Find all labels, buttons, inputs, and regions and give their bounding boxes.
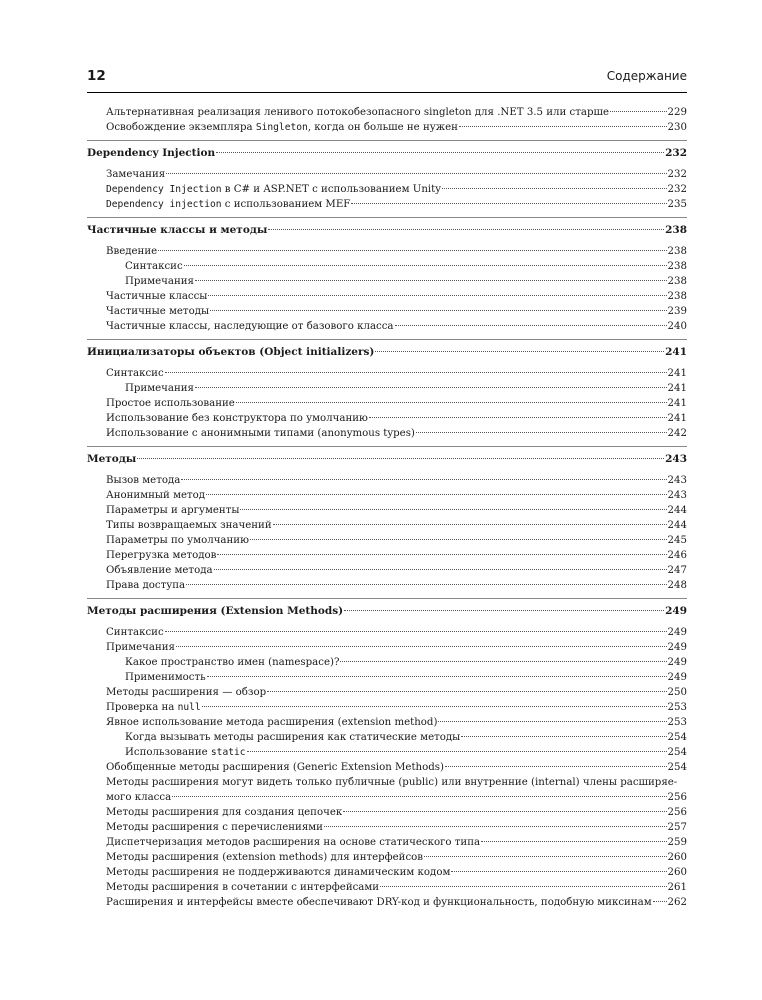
toc-entry-text: Применимость	[125, 672, 206, 683]
toc-entry-text: Частичные классы и методы	[87, 224, 268, 236]
toc-entry-text: Замечания	[106, 169, 166, 180]
toc-section[interactable]	[87, 805, 687, 820]
dot-leader	[210, 310, 666, 311]
dot-leader	[424, 856, 667, 857]
toc-entry-title	[87, 345, 374, 360]
toc-entry-title	[106, 396, 235, 411]
toc-page-number: 239	[667, 306, 687, 317]
toc-subsection[interactable]	[87, 730, 687, 745]
dot-leader	[202, 706, 667, 707]
toc-entry-title	[106, 700, 201, 715]
toc-entry-title	[106, 805, 342, 820]
toc-section[interactable]	[87, 790, 687, 805]
toc-entry-text: Синтаксис	[106, 627, 164, 638]
toc-page-number: 256	[667, 792, 687, 803]
toc-page-number: 241	[667, 398, 687, 409]
toc-entry-title	[106, 167, 165, 182]
toc-section[interactable]	[87, 319, 687, 334]
toc-entry-text: Методы расширения (extension methods) для интерфейсов	[106, 852, 424, 863]
toc-entry-text: Обобщенные методы расширения (Generic Extension Methods)	[106, 762, 444, 773]
dot-leader	[207, 676, 667, 677]
toc-entry-text: Синтаксис	[106, 368, 164, 379]
toc-section[interactable]	[87, 503, 687, 518]
toc-page-number: 253	[667, 702, 687, 713]
toc-page-number: 241	[667, 368, 687, 379]
dot-leader	[181, 479, 666, 480]
toc-entry-text: Методы расширения для создания цепочек	[106, 807, 343, 818]
toc-page-number: 256	[667, 807, 687, 818]
toc-entry-text: Методы	[87, 453, 137, 465]
dot-leader	[380, 886, 666, 887]
toc-section[interactable]	[87, 835, 687, 850]
dot-leader	[137, 458, 664, 459]
toc-entry-title	[87, 452, 136, 467]
toc-entry-title	[106, 760, 444, 775]
dot-leader	[375, 351, 664, 352]
toc-entry-text: мого класса	[106, 792, 172, 803]
dot-leader	[324, 826, 667, 827]
toc-entry-text: Альтернативная реализация ленивого потокобезопасного singleton для .NET 3.5 или старше	[106, 107, 609, 118]
toc-page-number: 249	[667, 642, 687, 653]
toc-entry-title	[106, 182, 441, 197]
toc-entry-text: с использованием MEF	[221, 199, 351, 210]
toc-entry-text: Перегрузка методов	[106, 550, 217, 561]
toc-entry-text: Параметры и аргументы	[106, 505, 240, 516]
dot-leader	[344, 610, 664, 611]
toc-entry-wrapped-line[interactable]: Методы расширения могут видеть только публичные (public) или внутренние (internal) члены расширяе-	[106, 777, 678, 788]
dot-leader	[343, 811, 666, 812]
toc-page-number: 244	[667, 505, 687, 516]
dot-leader	[451, 871, 666, 872]
toc-section[interactable]	[87, 366, 687, 381]
toc-page-number: 242	[667, 428, 687, 439]
toc-section[interactable]	[87, 578, 687, 593]
toc-entry-text: Примечания	[125, 276, 194, 287]
toc-page-number: 249	[667, 657, 687, 668]
toc-entry-text: Простое использование	[106, 398, 235, 409]
toc-page-number: 238	[667, 291, 687, 302]
toc-entry-title	[106, 790, 171, 805]
dot-leader	[442, 188, 667, 189]
dot-leader	[416, 432, 667, 433]
toc-page-number: 249	[667, 672, 687, 683]
toc-entry-text: Когда вызывать методы расширения как статические методы	[125, 732, 461, 743]
toc-chapter[interactable]	[87, 604, 687, 619]
toc-subsection[interactable]	[87, 274, 687, 289]
toc-entry-text: Примечания	[106, 642, 175, 653]
dot-leader	[369, 417, 667, 418]
toc-entry-title	[125, 655, 339, 670]
toc-entry-text: Методы расширения не поддерживаются динамическим кодом	[106, 867, 451, 878]
toc-section[interactable]	[87, 473, 687, 488]
toc-page-number: 261	[667, 882, 687, 893]
dot-leader	[176, 646, 667, 647]
toc-entry-title	[106, 518, 272, 533]
section-divider	[87, 598, 687, 599]
toc-section[interactable]	[87, 396, 687, 411]
toc-entry-code: Singleton	[255, 122, 308, 133]
toc-entry-title	[106, 426, 415, 441]
dot-leader	[172, 796, 666, 797]
dot-leader	[184, 265, 667, 266]
dot-leader	[186, 584, 666, 585]
toc-entry-title	[106, 895, 652, 910]
toc-entry-title	[106, 640, 175, 655]
dot-leader	[158, 250, 666, 251]
toc-section[interactable]	[87, 197, 687, 212]
toc-chapter[interactable]	[87, 223, 687, 238]
dot-leader	[273, 524, 667, 525]
dot-leader	[461, 736, 666, 737]
toc-page-number: 241	[665, 346, 687, 358]
toc-page-number: 238	[667, 261, 687, 272]
toc-page-number: 247	[667, 565, 687, 576]
toc-section[interactable]	[87, 640, 687, 655]
toc-entry-text: Типы возвращаемых значений	[106, 520, 272, 531]
toc-section[interactable]	[87, 518, 687, 533]
toc-entry-text: Явное использование метода расширения (extension method)	[106, 717, 438, 728]
toc-entry-title	[106, 820, 323, 835]
toc-entry-title	[106, 563, 213, 578]
toc-entry-text: Методы расширения с перечислениями	[106, 822, 323, 833]
toc-entry-title	[87, 223, 267, 238]
toc-entry-text: Расширения и интерфейсы вместе обеспечивают DRY-код и функциональность, подобную миксинам	[106, 897, 652, 908]
page-number: 12	[87, 68, 106, 84]
toc-page-number: 238	[665, 224, 687, 236]
toc-page-number: 232	[667, 184, 687, 195]
toc-entry-title	[125, 274, 194, 289]
toc-entry-text: Использование без конструктора по умолчанию	[106, 413, 368, 424]
toc-entry-title	[106, 197, 350, 212]
toc-page-number: 249	[667, 627, 687, 638]
toc-section[interactable]	[87, 685, 687, 700]
dot-leader	[165, 372, 667, 373]
toc-section[interactable]	[87, 880, 687, 895]
toc-subsection[interactable]	[87, 670, 687, 685]
toc-entry-title	[106, 319, 394, 334]
dot-leader	[610, 111, 667, 112]
toc-section[interactable]	[87, 304, 687, 319]
toc-page-number: 241	[667, 383, 687, 394]
toc-chapter[interactable]	[87, 452, 687, 467]
section-divider	[87, 446, 687, 447]
toc-section[interactable]	[87, 289, 687, 304]
toc-chapter[interactable]	[87, 146, 687, 161]
toc-section[interactable]	[87, 488, 687, 503]
toc-section[interactable]	[87, 105, 687, 120]
dot-leader	[214, 569, 667, 570]
toc-page-number: 232	[665, 147, 687, 159]
toc-entry-text: Введение	[106, 246, 158, 257]
toc-page-number: 243	[667, 490, 687, 501]
toc-entry-text: Использование	[125, 747, 211, 758]
toc-entry-text: Частичные классы	[106, 291, 208, 302]
toc-subsection[interactable]	[87, 745, 687, 760]
toc-entry-title	[125, 381, 194, 396]
toc-chapter[interactable]	[87, 345, 687, 360]
toc-entry-text: Освобождение экземпляра	[106, 122, 256, 133]
toc-page-number: 259	[667, 837, 687, 848]
toc-entry-title	[106, 850, 423, 865]
toc-page-number: 245	[667, 535, 687, 546]
toc-entry-text: Права доступа	[106, 580, 186, 591]
toc-section[interactable]	[87, 426, 687, 441]
toc-entry-text: Синтаксис	[125, 261, 183, 272]
toc-section[interactable]	[87, 625, 687, 640]
dot-leader	[481, 841, 666, 842]
toc-entry-title	[106, 120, 458, 135]
toc-page-number: 240	[667, 321, 687, 332]
toc-entry-code: Dependency Injection	[106, 184, 222, 195]
toc-entry-title	[106, 865, 450, 880]
toc-section[interactable]	[87, 700, 687, 715]
toc-entry-title	[106, 488, 205, 503]
dot-leader	[438, 721, 666, 722]
toc-entry-text: Методы расширения — обзор	[106, 687, 267, 698]
toc-entry-title	[106, 411, 368, 426]
dot-leader	[217, 554, 666, 555]
toc-entry-title	[106, 835, 480, 850]
toc-entry-title	[87, 146, 215, 161]
dot-leader	[267, 691, 666, 692]
dot-leader	[250, 539, 667, 540]
toc-entry-text: Вызов метода	[106, 475, 181, 486]
toc-page-number: 229	[667, 107, 687, 118]
section-divider	[87, 339, 687, 340]
toc-page-number: 230	[667, 122, 687, 133]
toc-entry-title	[125, 259, 183, 274]
toc-entry-title	[87, 604, 343, 619]
toc-subsection[interactable]	[87, 259, 687, 274]
toc-section[interactable]	[87, 244, 687, 259]
toc-section[interactable]	[87, 820, 687, 835]
toc-page-number: 260	[667, 852, 687, 863]
dot-leader	[240, 509, 666, 510]
dot-leader	[165, 631, 667, 632]
toc-entry-code: null	[177, 702, 201, 713]
toc-entry-title	[106, 578, 185, 593]
toc-section[interactable]	[87, 865, 687, 880]
toc-entry-title	[106, 503, 239, 518]
toc-subsection[interactable]	[87, 381, 687, 396]
toc-entry-title	[106, 366, 164, 381]
toc-page-number: 232	[667, 169, 687, 180]
toc-section[interactable]	[87, 895, 687, 910]
dot-leader	[206, 494, 666, 495]
dot-leader	[351, 203, 666, 204]
toc-page-number: 238	[667, 276, 687, 287]
toc-entry-title	[106, 289, 207, 304]
toc-entry-title	[106, 473, 180, 488]
toc-page-number: 243	[665, 453, 687, 465]
toc-entry-title	[125, 730, 460, 745]
dot-leader	[268, 229, 664, 230]
toc-page-number: 248	[667, 580, 687, 591]
page-header	[87, 68, 687, 88]
dot-leader	[166, 173, 666, 174]
toc-page-number: 250	[667, 687, 687, 698]
toc-entry-text: Проверка на	[106, 702, 178, 713]
toc-section[interactable]	[87, 182, 687, 197]
toc-section[interactable]	[87, 167, 687, 182]
toc-section[interactable]	[87, 548, 687, 563]
header-rule	[87, 92, 687, 93]
toc-entry-text: Методы расширения (Extension Methods)	[87, 605, 344, 617]
toc-page-number: 241	[667, 413, 687, 424]
dot-leader	[195, 280, 667, 281]
dot-leader	[216, 152, 664, 153]
dot-leader	[445, 766, 667, 767]
toc-entry-text: Методы расширения в сочетании с интерфейсами	[106, 882, 380, 893]
toc-page-number: 254	[667, 732, 687, 743]
toc-entry-text: Примечания	[125, 383, 194, 394]
toc-entry-title	[106, 880, 379, 895]
section-divider	[87, 140, 687, 141]
toc-entry-text: Инициализаторы объектов (Object initializers)	[87, 346, 375, 358]
toc-page-number: 262	[667, 897, 687, 908]
toc-entry-title	[106, 548, 216, 563]
toc-entry-text: в C# и ASP.NET с использованием Unity	[221, 184, 441, 195]
toc-entry-title	[106, 244, 157, 259]
toc-entry-text: Объявление метода	[106, 565, 213, 576]
toc-page-number: 243	[667, 475, 687, 486]
toc-entry-text: Частичные классы, наследующие от базового класса	[106, 321, 394, 332]
section-divider	[87, 217, 687, 218]
toc-page-number: 254	[667, 747, 687, 758]
toc-page-number: 260	[667, 867, 687, 878]
toc-entry-text: Частичные методы	[106, 306, 210, 317]
toc-entry-code: Dependency injection	[106, 199, 222, 210]
toc-page-number: 254	[667, 762, 687, 773]
toc-page-number: 244	[667, 520, 687, 531]
toc-page-number: 235	[667, 199, 687, 210]
dot-leader	[236, 402, 667, 403]
dot-leader	[459, 126, 667, 127]
toc-entry-title	[106, 685, 266, 700]
toc-entry-text: Диспетчеризация методов расширения на основе статического типа	[106, 837, 481, 848]
toc-subsection[interactable]	[87, 655, 687, 670]
dot-leader	[653, 901, 667, 902]
toc-section[interactable]	[87, 850, 687, 865]
dot-leader	[195, 387, 667, 388]
toc-entry-title	[106, 625, 164, 640]
toc-entry-text: Параметры по умолчанию	[106, 535, 249, 546]
dot-leader	[395, 325, 667, 326]
toc-section[interactable]	[87, 120, 687, 135]
toc-entry-title	[106, 304, 209, 319]
table-of-contents	[87, 105, 687, 910]
toc-entry-title	[125, 670, 206, 685]
toc-section[interactable]	[87, 563, 687, 578]
toc-entry-title	[106, 533, 249, 548]
running-title: Содержание	[606, 69, 687, 83]
toc-entry-title	[125, 745, 246, 760]
toc-section[interactable]	[87, 760, 687, 775]
dot-leader	[340, 661, 666, 662]
toc-page-number: 257	[667, 822, 687, 833]
dot-leader	[208, 295, 666, 296]
toc-entry-text: Анонимный метод	[106, 490, 206, 501]
toc-entry-text: Использование с анонимными типами (anonymous types)	[106, 428, 415, 439]
toc-page-number: 253	[667, 717, 687, 728]
toc-section[interactable]	[87, 533, 687, 548]
toc-section[interactable]	[87, 715, 687, 730]
toc-entry-title	[106, 105, 609, 120]
toc-page-number: 249	[665, 605, 687, 617]
toc-entry-title	[106, 715, 437, 730]
toc-entry-text: , когда он больше не нужен	[307, 122, 458, 133]
toc-page-number: 246	[667, 550, 687, 561]
toc-page-number: 238	[667, 246, 687, 257]
toc-entry-code: static	[210, 747, 246, 758]
dot-leader	[247, 751, 667, 752]
toc-entry-text: Какое пространство имен (namespace)?	[125, 657, 340, 668]
toc-section[interactable]	[87, 411, 687, 426]
toc-entry-text: Dependency Injection	[87, 147, 216, 159]
